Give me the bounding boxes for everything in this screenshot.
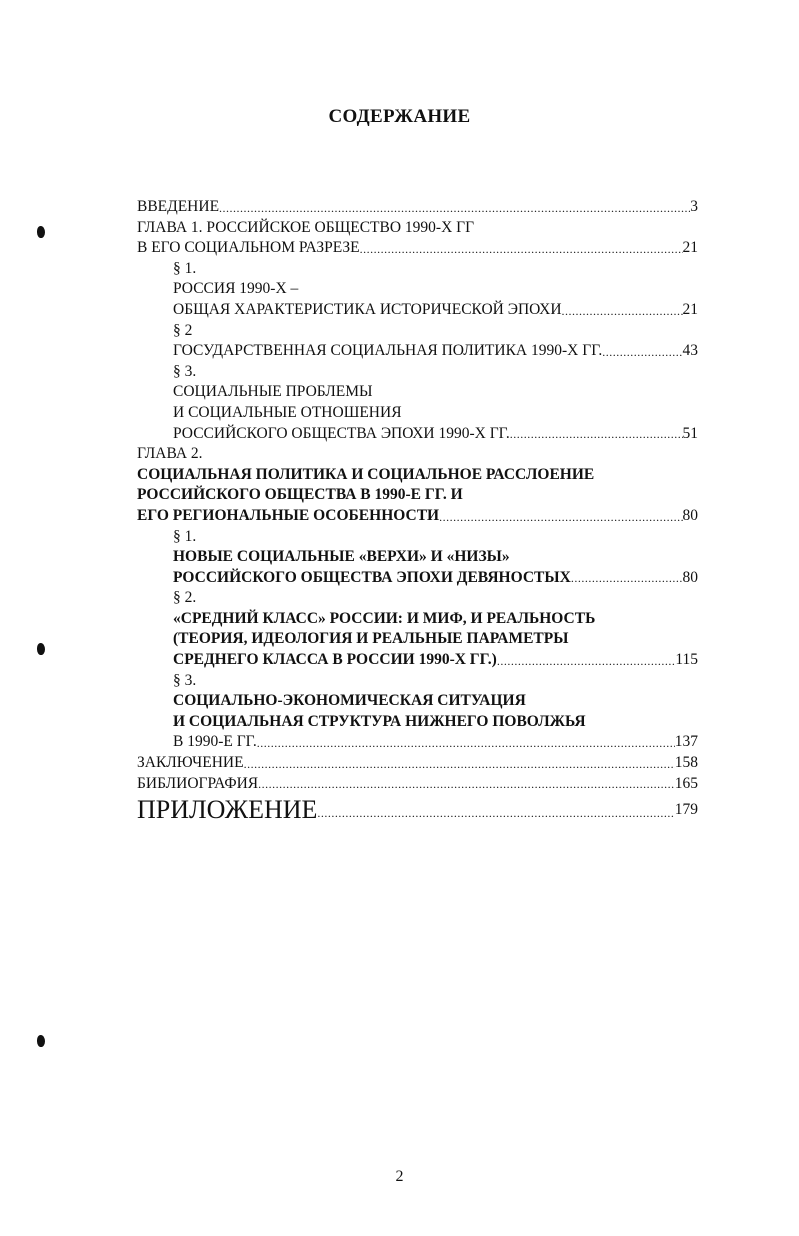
toc-entry (137, 238, 698, 259)
toc-page-number: 43 (682, 342, 698, 360)
toc-entry-text: § 2 (173, 321, 193, 339)
toc-entry-text: В ЕГО СОЦИАЛЬНОМ РАЗРЕЗЕ (137, 239, 360, 257)
toc-entry (137, 403, 698, 424)
toc-entry-text: И СОЦИАЛЬНЫЕ ОТНОШЕНИЯ (173, 403, 402, 421)
binding-hole-mark-top (37, 226, 45, 238)
toc-entry-text: В 1990-Е ГГ. (173, 733, 257, 751)
toc-page-number: 51 (682, 424, 698, 442)
toc-entry-text: РОССИЙСКОГО ОБЩЕСТВА ЭПОХИ 1990-Х ГГ. (173, 424, 510, 442)
dot-leader (602, 342, 682, 362)
toc-entry (137, 465, 698, 486)
toc-entry (137, 774, 698, 795)
toc-entry-text: СОЦИАЛЬНЫЕ ПРОБЛЕМЫ (173, 383, 373, 401)
toc-entry-text: § 3. (173, 362, 197, 380)
toc-entry-text: ВВЕДЕНИЕ (137, 198, 220, 215)
dot-leader (258, 774, 675, 794)
toc-entry (137, 732, 698, 753)
toc-entry-text: РОССИЙСКОГО ОБЩЕСТВА ЭПОХИ ДЕВЯНОСТЫХ (173, 568, 571, 586)
page-title: СОДЕРЖАНИЕ (328, 106, 471, 127)
toc-entry (137, 712, 698, 733)
toc-entry (137, 321, 698, 342)
toc-entry (137, 279, 698, 300)
toc-entry (137, 629, 698, 650)
toc-entry (137, 362, 698, 383)
toc-page-number: 115 (675, 651, 698, 669)
toc-page-number: 165 (674, 774, 698, 792)
toc-entry (137, 444, 698, 465)
toc-entry-text: (ТЕОРИЯ, ИДЕОЛОГИЯ И РЕАЛЬНЫЕ ПАРАМЕТРЫ (173, 630, 569, 648)
toc-entry (137, 671, 698, 692)
toc-entry (137, 197, 698, 218)
binding-hole-mark-bottom (37, 1035, 45, 1047)
dot-leader (439, 507, 682, 527)
toc-entry-text: НОВЫЕ СОЦИАЛЬНЫЕ «ВЕРХИ» И «НИЗЫ» (173, 548, 510, 566)
toc-entry-text: СРЕДНЕГО КЛАССА В РОССИИ 1990-Х ГГ.) (173, 651, 497, 669)
toc-entry-text: § 1. (173, 527, 197, 545)
toc-entry-text: СОЦИАЛЬНО-ЭКОНОМИЧЕСКАЯ СИТУАЦИЯ (173, 692, 526, 710)
toc-entry (137, 527, 698, 548)
toc-page-number: 137 (674, 733, 698, 751)
binding-hole-mark-middle (37, 643, 45, 655)
toc-entry (137, 588, 698, 609)
toc-entry (137, 259, 698, 280)
toc-entry (137, 609, 698, 630)
dot-leader (360, 239, 683, 259)
toc-entry (137, 382, 698, 403)
toc-entry (137, 424, 698, 445)
toc-page-number: 179 (674, 801, 698, 819)
toc-page-number: 21 (682, 300, 698, 318)
toc-entry (137, 506, 698, 527)
dot-leader (219, 198, 690, 218)
toc-entry (137, 691, 698, 712)
toc-entry-text: РОССИЯ 1990-Х – (173, 280, 299, 298)
toc-entry-text: ПРИЛОЖЕНИЕ (137, 795, 318, 825)
toc-entry-text: § 3. (173, 671, 197, 689)
toc-entry-text: ГОСУДАРСТВЕННАЯ СОЦИАЛЬНАЯ ПОЛИТИКА 1990-Х ГГ. (173, 342, 603, 360)
toc-entry-text: ЕГО РЕГИОНАЛЬНЫЕ ОСОБЕННОСТИ (137, 506, 440, 524)
toc-entry (137, 650, 698, 671)
dot-leader (317, 800, 674, 826)
toc-page-number: 80 (682, 568, 698, 586)
toc-entry (137, 341, 698, 362)
toc-entry (137, 485, 698, 506)
toc-entry-text: «СРЕДНИЙ КЛАСС» РОССИИ: И МИФ, И РЕАЛЬНОСТЬ (173, 609, 596, 627)
toc-entry-text: И СОЦИАЛЬНАЯ СТРУКТУРА НИЖНЕГО ПОВОЛЖЬЯ (173, 712, 586, 730)
toc-entry-text: ГЛАВА 1. РОССИЙСКОЕ ОБЩЕСТВО 1990-Х ГГ (137, 218, 475, 236)
toc-entry (137, 218, 698, 239)
dot-leader (571, 568, 683, 588)
toc-page-number: 21 (682, 239, 698, 257)
toc-entry-text: ЗАКЛЮЧЕНИЕ (137, 754, 244, 772)
dot-leader (510, 424, 683, 444)
toc-entry (137, 753, 698, 774)
dot-leader (257, 733, 675, 753)
toc-entry-text: ОБЩАЯ ХАРАКТЕРИСТИКА ИСТОРИЧЕСКОЙ ЭПОХИ (173, 300, 562, 318)
dot-leader (562, 301, 683, 321)
toc-entry-text: БИБЛИОГРАФИЯ (137, 774, 259, 792)
toc-entry (137, 794, 698, 826)
dot-leader (497, 651, 676, 671)
toc-page-number: 80 (682, 506, 698, 524)
toc-entry-text: СОЦИАЛЬНАЯ ПОЛИТИКА И СОЦИАЛЬНОЕ РАССЛОЕНИЕ (137, 465, 595, 483)
toc-entry (137, 568, 698, 589)
toc-entry (137, 547, 698, 568)
toc-page-number: 158 (674, 754, 698, 772)
page-number: 2 (395, 1168, 404, 1185)
dot-leader (244, 754, 675, 774)
toc-entry-text: § 2. (173, 589, 197, 607)
toc-entry (137, 300, 698, 321)
table-of-contents (137, 197, 698, 826)
toc-entry-text: ГЛАВА 2. (137, 445, 203, 463)
toc-page-number: 3 (690, 198, 698, 215)
toc-entry-text: § 1. (173, 259, 197, 277)
toc-entry-text: РОССИЙСКОГО ОБЩЕСТВА В 1990-Е ГГ. И (137, 486, 463, 504)
